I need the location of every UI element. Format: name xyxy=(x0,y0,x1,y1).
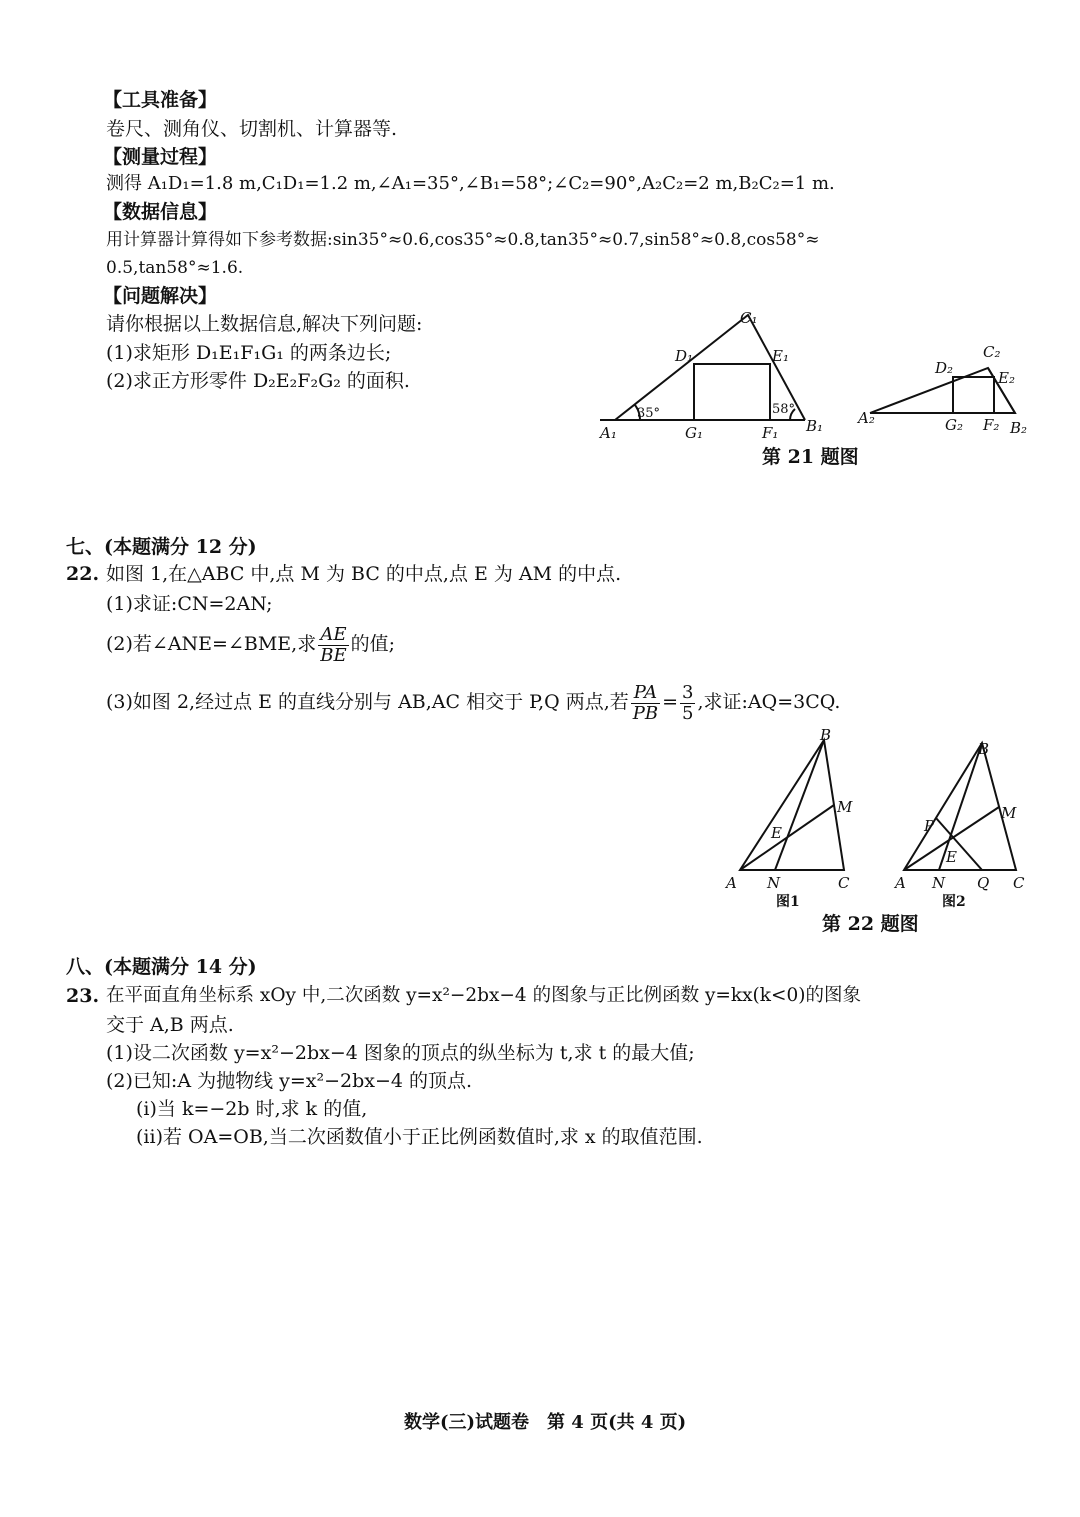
fraction-ae-be xyxy=(318,625,348,666)
label-c1: C₁ xyxy=(740,309,758,327)
fraction-numerator: AE xyxy=(318,625,348,646)
tools-text: 卷尺、测角仪、切割机、计算器等. xyxy=(106,118,398,140)
fraction-denominator: 5 xyxy=(682,702,694,724)
fraction-denominator: PB xyxy=(632,702,659,724)
measure-header: 【测量过程】 xyxy=(103,146,218,168)
label-g1: G₁ xyxy=(685,424,703,442)
label-f2: F₂ xyxy=(983,416,1000,434)
page-footer: 数学(三)试题卷 第 4 页(共 4 页) xyxy=(404,1412,687,1433)
q21-figure xyxy=(590,305,1040,445)
q22-part-2 xyxy=(106,622,395,666)
section-7-header: 七、(本题满分 12 分) xyxy=(66,536,257,558)
fig2-caption: 图2 xyxy=(942,894,966,910)
q21-part-2: (2)求正方形零件 D₂E₂F₂G₂ 的面积. xyxy=(106,370,410,392)
q22-part-3-lead: (3)如图 2,经过点 E 的直线分别与 AB,AC 相交于 P,Q 两点,若 xyxy=(106,691,629,713)
label-m: M xyxy=(837,798,853,816)
q22-figure-caption: 第 22 题图 xyxy=(822,913,919,935)
q22-number: 22. xyxy=(66,563,100,585)
label-b: B xyxy=(820,728,832,744)
q23-stem-1: 在平面直角坐标系 xOy 中,二次函数 y=x²−2bx−4 的图象与正比例函数 y=kx(k<0)的图象 xyxy=(106,985,861,1006)
label-n-fig2: N xyxy=(932,874,946,892)
q23-stem-2: 交于 A,B 两点. xyxy=(106,1014,234,1036)
q23-part-1: (1)设二次函数 y=x²−2bx−4 图象的顶点的纵坐标为 t,求 t 的最大值; xyxy=(106,1042,695,1064)
label-e2: E₂ xyxy=(998,369,1015,387)
label-a: A xyxy=(726,874,737,892)
section-8-header: 八、(本题满分 14 分) xyxy=(66,956,257,978)
q22-part-3 xyxy=(106,678,840,726)
label-n: N xyxy=(767,874,781,892)
label-a1: A₁ xyxy=(600,424,617,442)
label-e-fig2: E xyxy=(946,848,957,866)
data-text-2: 0.5,tan58°≈1.6. xyxy=(106,258,244,278)
label-b2: B₂ xyxy=(1010,419,1028,437)
fraction-pa-pb xyxy=(631,683,660,724)
q23-part-2: (2)已知:A 为抛物线 y=x²−2bx−4 的顶点. xyxy=(106,1070,473,1092)
angle-a1: 35° xyxy=(637,406,661,421)
fraction-numerator: 3 xyxy=(682,681,694,703)
label-e1: E₁ xyxy=(772,347,789,365)
label-a-fig2: A xyxy=(895,874,906,892)
q22-part-2-lead: (2)若∠ANE=∠BME,求 xyxy=(106,633,317,655)
data-text-1: 用计算器计算得如下参考数据:sin35°≈0.6,cos35°≈0.8,tan35°≈0.7,sin58°≈0.8,cos58°≈ xyxy=(106,230,820,250)
label-b1: B₁ xyxy=(806,417,824,435)
q22-figures xyxy=(720,728,1040,913)
label-c2: C₂ xyxy=(983,343,1001,361)
solve-header: 【问题解决】 xyxy=(103,285,218,307)
measure-text: 测得 A₁D₁=1.8 m,C₁D₁=1.2 m,∠A₁=35°,∠B₁=58°;∠C₂=90°,A₂C₂=2 m,B₂C₂=1 m. xyxy=(106,173,835,194)
label-q-fig2: Q xyxy=(977,874,990,892)
tools-header: 【工具准备】 xyxy=(103,89,218,111)
label-e: E xyxy=(771,824,782,842)
label-c: C xyxy=(838,874,850,892)
label-f1: F₁ xyxy=(762,424,779,442)
angle-b1: 58° xyxy=(772,402,796,417)
equals-sign: = xyxy=(662,691,679,713)
q21-part-1: (1)求矩形 D₁E₁F₁G₁ 的两条边长; xyxy=(106,342,392,364)
q23-part-2-i: (i)当 k=−2b 时,求 k 的值, xyxy=(136,1098,368,1120)
data-header: 【数据信息】 xyxy=(103,201,218,223)
fraction-numerator: PA xyxy=(631,683,660,704)
triangle-abc-fig1 xyxy=(740,740,844,870)
fig1-caption: 图1 xyxy=(776,894,800,910)
label-d1: D₁ xyxy=(675,347,694,365)
fraction-3-5 xyxy=(680,683,695,724)
fraction-denominator: BE xyxy=(320,644,347,666)
q23-part-2-ii: (ii)若 OA=OB,当二次函数值小于正比例函数值时,求 x 的取值范围. xyxy=(136,1126,703,1148)
q22-part-1: (1)求证:CN=2AN; xyxy=(106,593,273,615)
label-m-fig2: M xyxy=(1001,804,1017,822)
label-g2: G₂ xyxy=(945,416,963,434)
label-a2: A₂ xyxy=(858,409,875,427)
q23-number: 23. xyxy=(66,985,100,1007)
q22-part-2-tail: 的值; xyxy=(350,633,395,655)
label-p-fig2: P xyxy=(924,817,935,835)
label-c-fig2: C xyxy=(1013,874,1025,892)
label-d2: D₂ xyxy=(935,359,954,377)
q21-figure-caption: 第 21 题图 xyxy=(762,446,859,468)
solve-intro: 请你根据以上数据信息,解决下列问题: xyxy=(106,313,423,335)
square-d2e2f2g2 xyxy=(953,377,994,413)
q22-part-3-tail: ,求证:AQ=3CQ. xyxy=(697,691,841,713)
rectangle-d1e1f1g1 xyxy=(694,364,770,420)
q22-stem: 如图 1,在△ABC 中,点 M 为 BC 的中点,点 E 为 AM 的中点. xyxy=(106,563,622,585)
label-b-fig2: B xyxy=(978,740,990,758)
